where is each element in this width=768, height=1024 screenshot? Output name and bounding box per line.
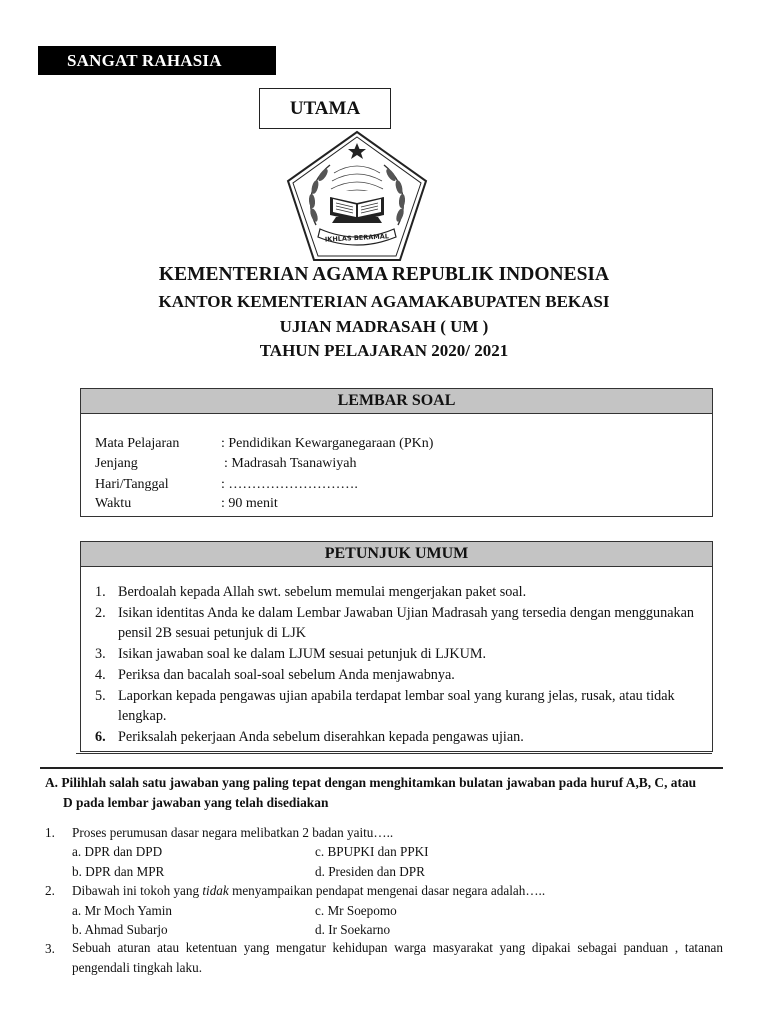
confidential-badge: SANGAT RAHASIA	[38, 46, 276, 75]
office-title: KANTOR KEMENTERIAN AGAMAKABUPATEN BEKASI	[158, 292, 610, 311]
info-value: : ……………………….	[221, 477, 358, 492]
divider	[76, 753, 712, 754]
question-number: 1.	[45, 825, 55, 840]
instruction-item: 4. Periksa dan bacalah soal-soal sebelum Anda menjawabnya.	[95, 666, 455, 683]
question-number: 3.	[45, 941, 55, 956]
instruction-item: 1. Berdoalah kepada Allah swt. sebelum memulai mengerjakan paket soal.	[95, 584, 527, 600]
academic-year: TAHUN PELAJARAN 2020/ 2021	[259, 341, 509, 360]
question-text: Dibawah ini tokoh yang tidak menyampaikan pendapat mengenai dasar negara adalah…..	[72, 883, 546, 898]
section-a-instruction	[45, 773, 725, 812]
instruction-item: 6. Periksalah pekerjaan Anda sebelum diserahkan kepada pengawas ujian.	[95, 728, 524, 745]
option-c: c. Mr Soepomo	[315, 903, 397, 918]
info-value: : Pendidikan Kewarganegaraan (PKn)	[221, 436, 434, 451]
petunjuk-umum-title: PETUNJUK UMUM	[81, 542, 712, 567]
instruction-item: 3. Isikan jawaban soal ke dalam LJUM sesuai petunjuk di LJKUM.	[95, 646, 487, 663]
option-c: c. BPUPKI dan PPKI	[315, 844, 429, 859]
option-d: d. Presiden dan DPR	[315, 864, 425, 879]
question-text: Sebuah aturan atau ketentuan yang mengatur kehidupan warga masyarakat yang dipakai sebagai panduan , tatanan pengendali tingkah laku.	[72, 940, 723, 975]
kementerian-agama-emblem-icon	[284, 129, 430, 263]
question-text: Proses perumusan dasar negara melibatkan 2 badan yaitu…..	[72, 825, 394, 840]
info-value: : Madrasah Tsanawiyah	[224, 456, 357, 471]
info-value: : 90 menit	[221, 496, 278, 511]
svg-text:IKHLAS BERAMAL: IKHLAS BERAMAL	[324, 232, 390, 244]
option-a: a. Mr Moch Yamin	[72, 903, 173, 918]
section-a-line2: D pada lembar jawaban yang telah disediakan	[63, 794, 329, 810]
question-number: 2.	[45, 883, 55, 898]
instruction-item: 5. Laporkan kepada pengawas ujian apabila terdapat lembar soal yang kurang jelas, rusak, atau tidak lengkap.	[95, 687, 675, 725]
option-b: b. Ahmad Subarjo	[72, 922, 168, 937]
option-b: b. DPR dan MPR	[72, 864, 165, 879]
instruction-item: 2. Isikan identitas Anda ke dalam Lembar Jawaban Ujian Madrasah yang tersedia dengan menggunakan pensil 2B sesuai petunjuk di LJK	[95, 604, 694, 642]
instruction-list	[95, 582, 699, 748]
exam-type-box: UTAMA	[259, 88, 391, 129]
info-label: Hari/Tanggal	[95, 477, 169, 492]
section-a-line1: A. Pilihlah salah satu jawaban yang paling tepat dengan menghitamkan bulatan jawaban pada huruf A,B, C, atau	[45, 775, 697, 790]
ministry-title: KEMENTERIAN AGAMA REPUBLIK INDONESIA	[158, 264, 610, 285]
option-a: a. DPR dan DPD	[72, 844, 163, 859]
info-label: Mata Pelajaran	[95, 436, 180, 451]
info-label: Jenjang	[95, 456, 138, 471]
petunjuk-umum-box	[80, 541, 713, 752]
lembar-soal-title: LEMBAR SOAL	[81, 389, 712, 414]
exam-title: UJIAN MADRASAH ( UM )	[279, 317, 489, 336]
info-label: Waktu	[95, 496, 132, 511]
option-d: d. Ir Soekarno	[315, 922, 391, 937]
lembar-soal-box	[80, 388, 713, 517]
divider	[40, 767, 723, 769]
